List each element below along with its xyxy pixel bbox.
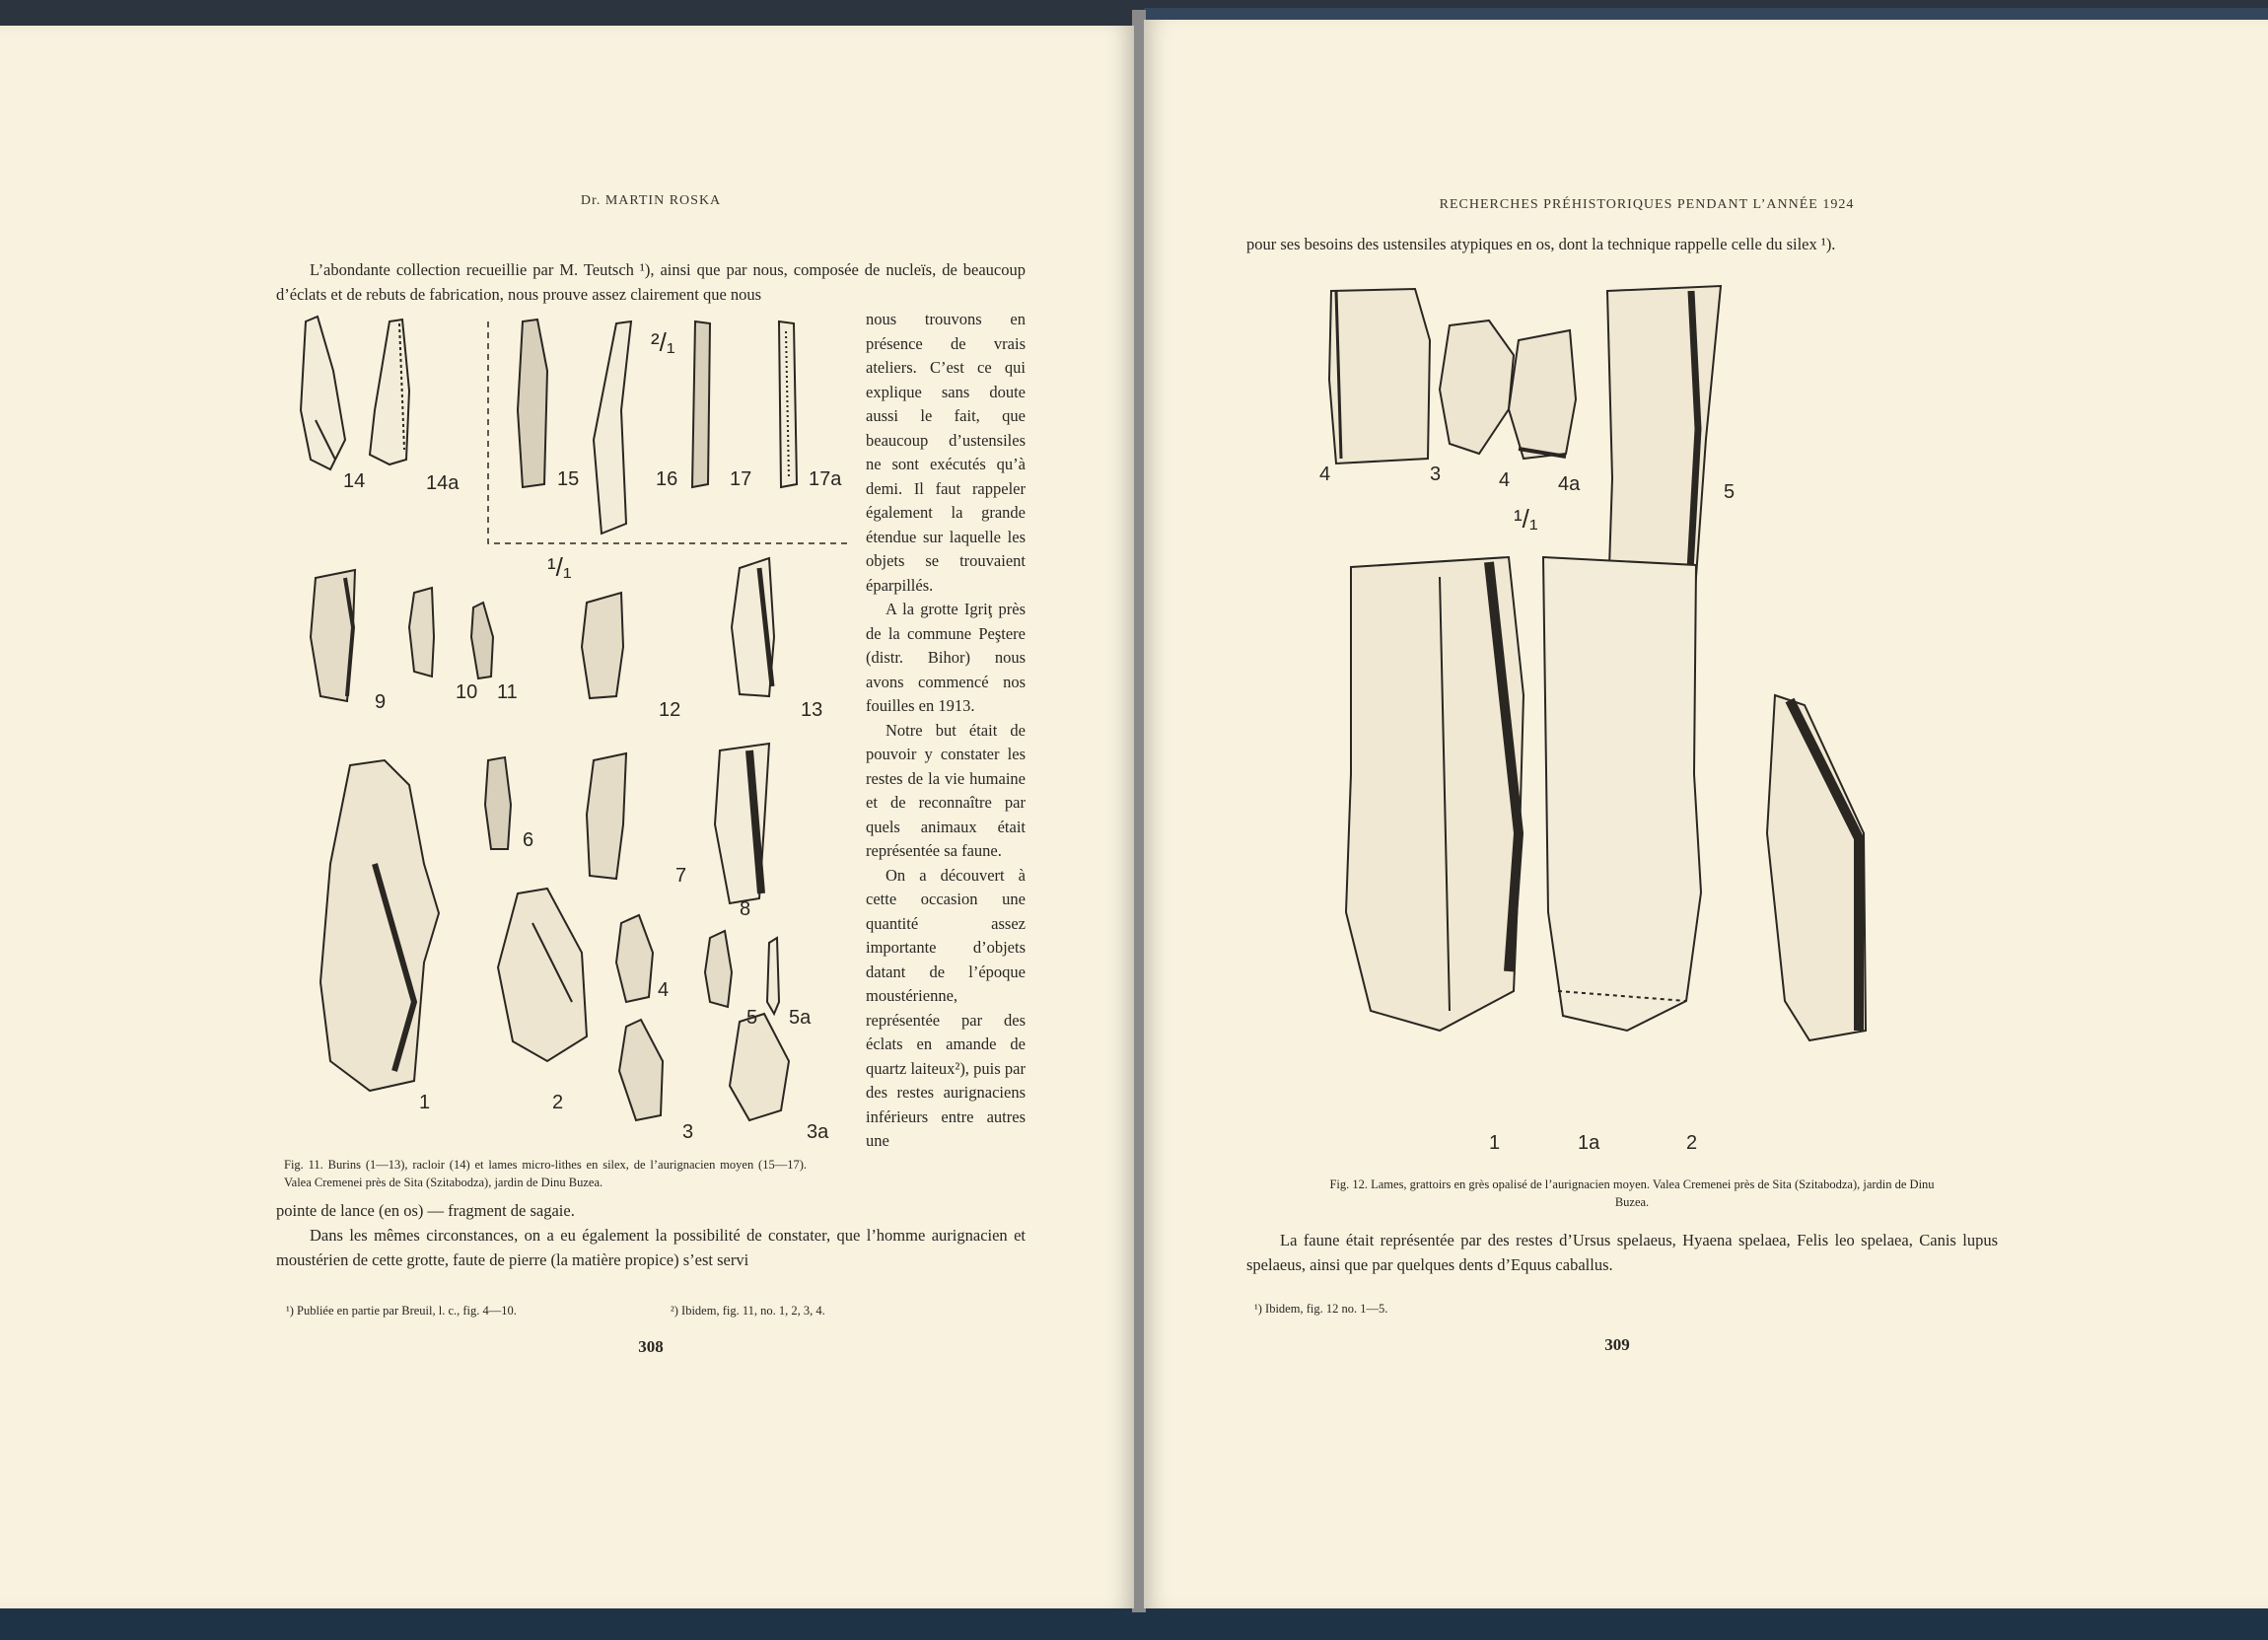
continuation-line: pointe de lance (en os) — fragment de sagaie. [276, 1201, 575, 1220]
intro-paragraph: pour ses besoins des ustensiles atypiques en os, dont la technique rappelle celle du silex ¹). [1246, 235, 1836, 253]
figure-caption: Fig. 12. Lames, grattoirs en grès opalisé de l’aurignacien moyen. Valea Cremenei près de Sita (Szitabodza), jardin de Dinu Buzea. [1329, 1177, 1935, 1209]
figure-label: 12 [659, 699, 681, 721]
body-paragraph: Dans les mêmes circonstances, on a eu également la possibilité de constater, que l’homme aurignacien et moustérien de cette grotte, faute de pierre (la matière propice) s’est servi [276, 1226, 1026, 1269]
figure-label: 9 [375, 691, 387, 713]
figure-label: 5 [1724, 481, 1736, 503]
figure-label: 17 [730, 468, 752, 490]
figure-label: 3 [1430, 463, 1442, 485]
figure-label: 3 [682, 1121, 694, 1143]
figure-label: 4 [658, 979, 670, 1001]
side-paragraph: nous trouvons en présence de vrais ateliers. C’est ce qui explique sans doute aussi le fait, que beaucoup d’ustensiles ne sont exécutés qu’à demi. Il faut rappeler également la grande étendue sur laquelle les objets se trouvaient éparpillés. [866, 310, 1026, 595]
figure-label: 6 [523, 829, 534, 851]
figure-label: 7 [675, 865, 687, 887]
figure-label: 8 [740, 898, 751, 920]
intro-paragraph: L’abondante collection recueillie par M. Teutsch ¹), ainsi que par nous, composée de nucleïs, de beaucoup d’éclats et de rebuts de fabrication, nous prouve assez clairement que nous [276, 260, 1026, 304]
side-paragraph: A la grotte Igriţ près de la commune Peştere (distr. Bihor) nous avons commencé nos fouilles en 1913. [866, 600, 1026, 715]
figure-label: 4 [1319, 463, 1331, 485]
figure-label: 13 [801, 699, 823, 721]
figure-label: 2 [1686, 1132, 1698, 1154]
figure-label: 10 [456, 681, 478, 703]
figure-caption: Fig. 11. Burins (1—13), racloir (14) et lames micro-lithes en silex, de l’aurignacien moyen (15—17). Valea Cremenei près de Sita (Szitabodza), jardin de Dinu Buzea. [284, 1158, 807, 1189]
scale-mark: ¹/₁ [547, 552, 572, 582]
figure-label: 17a [809, 468, 842, 490]
figure-label: 1a [1578, 1132, 1600, 1154]
figure-label: 2 [552, 1092, 564, 1113]
side-column [866, 308, 1026, 1154]
figure-label: 5a [789, 1007, 812, 1029]
footnote: ¹) Publiée en partie par Breuil, l. c., fig. 4—10. [286, 1304, 517, 1318]
figure-label: 4a [1558, 473, 1581, 495]
figure-11-flint-tools [276, 312, 848, 1160]
figure-label: 14a [426, 472, 460, 494]
footnote: ¹) Ibidem, fig. 12 no. 1—5. [1254, 1302, 1388, 1316]
figure-label: 14 [343, 470, 366, 492]
side-paragraph: On a découvert à cette occasion une quantité assez importante d’objets datant de l’époque moustérienne, représentée par des éclats en amande de quartz laiteux²), puis par des restes aurignaciens inférieurs entre autres une [866, 865, 1026, 1150]
running-head: RECHERCHES PRÉHISTORIQUES PENDANT L’ANNÉE 1924 [1439, 197, 1855, 212]
running-head: Dr. MARTIN ROSKA [580, 193, 722, 208]
figure-12-sandstone-blades [1311, 281, 2081, 1203]
figure-label: 16 [656, 468, 678, 490]
scale-mark: ²/₁ [651, 327, 675, 357]
page-number: 308 [638, 1337, 664, 1356]
page-number: 309 [1604, 1335, 1630, 1354]
figure-label: 4 [1499, 469, 1511, 491]
figure-label: 3a [807, 1121, 829, 1143]
footnote: ²) Ibidem, fig. 11, no. 1, 2, 3, 4. [671, 1304, 825, 1318]
left-page [0, 26, 1134, 1608]
body-paragraph: La faune était représentée par des restes d’Ursus spelaeus, Hyaena spelaea, Felis leo spelaea, Canis lupus spelaeus, ainsi que par quelques dents d’Equus caballus. [1246, 1231, 1998, 1274]
figure-label: 1 [1489, 1132, 1501, 1154]
scale-mark: ¹/₁ [1514, 504, 1538, 534]
figure-label: 5 [746, 1007, 758, 1029]
side-paragraph: Notre but était de pouvoir y constater les restes de la vie humaine et de reconnaître par quels animaux était représentée sa faune. [866, 720, 1026, 860]
figure-label: 1 [419, 1092, 431, 1113]
figure-label: 15 [557, 468, 580, 490]
right-page [1144, 20, 2268, 1608]
figure-label: 11 [497, 681, 518, 703]
